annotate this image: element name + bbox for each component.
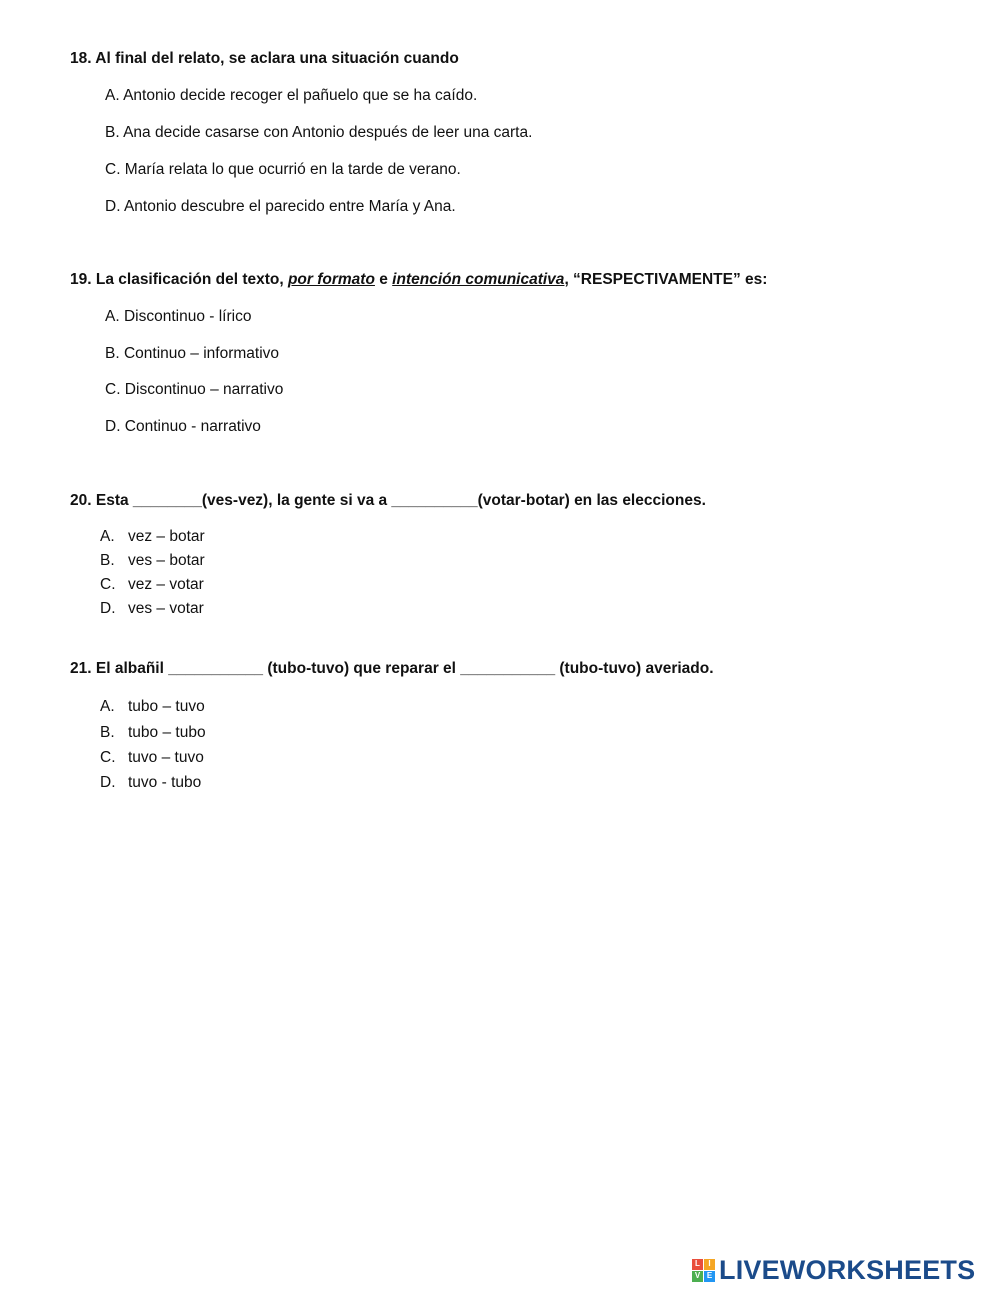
option-letter: D. [100,600,116,617]
question-number: 20. [70,492,92,509]
question-text-part: , “RESPECTIVAMENTE” es: [564,271,768,288]
option-letter: D. [100,774,116,791]
option-19a: A. Discontinuo - lírico [105,308,252,325]
question-number: 21. [70,660,92,677]
option-19c: C. Discontinuo – narrativo [105,381,284,398]
liveworksheets-logo [692,1255,975,1285]
logo-text: LIVEWORKSHEETS [719,1254,976,1285]
question-text-part: La clasificación del texto, [95,271,288,288]
option-letter: A. [100,528,115,545]
option-text: tuvo – tuvo [128,749,204,766]
option-letter: C. [100,576,116,593]
option-letter: C. [100,749,116,766]
question-text: El albañil ___________ (tubo-tuvo) que reparar el ___________ (tubo-tuvo) averiado. [95,660,714,677]
question-text: Al final del relato, se aclara una situación cuando [95,50,459,67]
logo-icon [692,1259,715,1282]
option-letter: B. [100,552,115,569]
option-text: tubo – tubo [128,724,206,741]
question-number: 18. [70,50,92,67]
question-emphasis: intención comunicativa [392,271,565,288]
logo-letter-box: V [692,1271,703,1282]
option-21b [100,724,206,742]
question-21 [70,660,714,678]
option-text: vez – votar [128,576,204,593]
option-text: tuvo - tubo [128,774,202,791]
question-19 [70,271,767,289]
question-text: Esta ________(ves-vez), la gente si va a __________(votar-botar) en las elecciones. [95,492,706,509]
option-18a: A. Antonio decide recoger el pañuelo que se ha caído. [105,87,478,104]
option-text: tubo – tuvo [128,698,205,715]
option-18d: D. Antonio descubre el parecido entre María y Ana. [105,198,456,215]
option-18c: C. María relata lo que ocurrió en la tarde de verano. [105,161,461,178]
option-text: vez – botar [128,528,205,545]
question-number: 19. [70,271,92,288]
option-20c [100,576,204,594]
question-text-part: e [374,271,393,288]
logo-letter-box: I [704,1259,715,1270]
option-19b: B. Continuo – informativo [105,345,280,362]
question-emphasis: por formato [287,271,375,288]
option-21a [100,698,205,716]
question-18 [70,50,459,68]
question-20 [70,492,706,510]
option-21c [100,749,204,767]
option-20b [100,552,205,570]
logo-letter-box: E [704,1271,715,1282]
option-19d: D. Continuo - narrativo [105,418,261,435]
option-letter: B. [100,724,115,741]
option-18b: B. Ana decide casarse con Antonio después de leer una carta. [105,124,533,141]
option-20d [100,600,204,618]
option-21d [100,774,201,792]
logo-letter-box: L [692,1259,703,1270]
option-letter: A. [100,698,115,715]
option-20a [100,528,205,546]
option-text: ves – votar [128,600,204,617]
option-text: ves – botar [128,552,205,569]
